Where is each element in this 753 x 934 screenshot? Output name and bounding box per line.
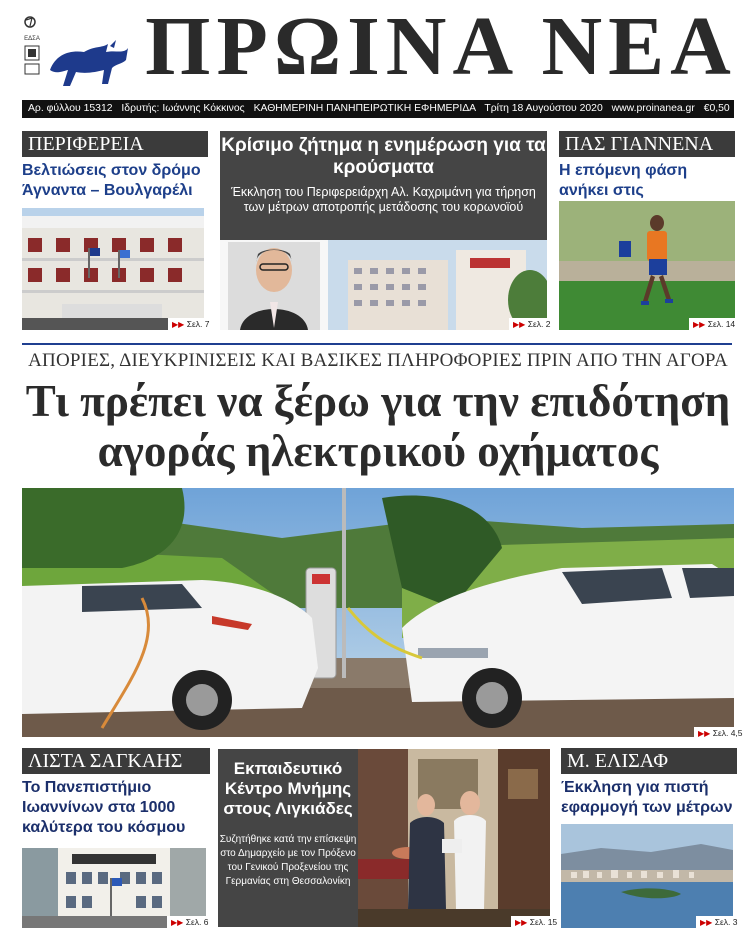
arrow-icon: ▶▶ <box>700 918 713 927</box>
arrow-icon: ▶▶ <box>693 320 706 329</box>
website-link[interactable]: www.proinanea.gr <box>611 103 695 114</box>
divider <box>22 343 732 345</box>
founder: Ιδρυτής: Ιωάννης Κόκκινος <box>121 103 245 114</box>
main-headline-line-1: Τι πρέπει να ξέρω για την επιδότηση <box>25 376 731 426</box>
bull-logo-icon <box>46 40 132 90</box>
main-story-headline[interactable] <box>22 376 734 476</box>
page-reference: ▶▶ Σελ. 15 <box>511 916 561 929</box>
page-reference: ▶▶ Σελ. 4,5 <box>694 727 747 740</box>
covid-story-photos <box>220 240 547 330</box>
page-reference: ▶▶ Σελ. 6 <box>167 916 212 929</box>
football-player-photo <box>559 201 735 330</box>
page-reference: ▶▶ Σελ. 2 <box>509 318 554 331</box>
section-label-sports: ΠΑΣ ΓΙΑΝΝΕΝΑ <box>559 131 735 157</box>
arrow-icon: ▶▶ <box>513 320 526 329</box>
story-headline-road[interactable]: Βελτιώσεις στον δρόμο Άγναντα – Βουλγαρέλι <box>22 162 201 199</box>
arrow-icon: ▶▶ <box>172 320 185 329</box>
meeting-photo <box>358 749 550 927</box>
section-label-region: ΠΕΡΙΦΕΡΕΙΑ <box>22 131 208 157</box>
issue-number: Αρ. φύλλου 15312 <box>28 103 113 114</box>
story-headline-memory-center[interactable]: Εκπαιδευτικό Κέντρο Μνήμης στους Λιγκιάδες <box>223 759 353 818</box>
issue-info-bar <box>22 100 734 118</box>
main-headline-line-2: αγοράς ηλεκτρικού οχήματος <box>97 426 659 476</box>
page-reference: ▶▶ Σελ. 14 <box>689 318 739 331</box>
publisher-badge <box>22 14 42 80</box>
arrow-icon: ▶▶ <box>171 918 184 927</box>
story-headline-covid[interactable]: Κρίσιμο ζήτημα η ενημέρωση για τα κρούσματα <box>221 135 546 178</box>
newspaper-title: ΠΡΩΙΝΑ ΝΕΑ <box>145 0 737 93</box>
arrow-icon: ▶▶ <box>515 918 528 927</box>
lake-city-photo <box>561 824 733 928</box>
issue-date: Τρίτη 18 Αυγούστου 2020 <box>484 103 603 114</box>
story-subhead-memory-center: Συζητήθηκε κατά την επίσκεψη στο Δημαρχείο με τον Πρόξενο του Γενικού Προξενείου της Γερμανίας στη Θεσσαλονίκη <box>219 834 357 887</box>
arrow-icon: ▶▶ <box>698 729 711 738</box>
story-headline-pas[interactable]: Η επόμενη φάση ανήκει στις <box>559 162 688 199</box>
section-label-ranking: ΛΙΣΤΑ ΣΑΓΚΑΗΣ <box>22 748 210 774</box>
badge-text: ΕΔΣΑ <box>24 36 40 42</box>
story-headline-measures[interactable]: Έκκληση για πιστή εφαρμογή των μέτρων <box>561 779 733 816</box>
building-photo <box>22 208 204 330</box>
memory-center-box <box>218 749 358 927</box>
story-headline-university[interactable]: Το Πανεπιστήμιο Ιωαννίνων στα 1000 καλύτερα του κόσμου <box>22 779 186 836</box>
newspaper-type: ΚΑΘΗΜΕΡΙΝΗ ΠΑΝΗΠΕΙΡΩΤΙΚΗ ΕΦΗΜΕΡΙΔΑ <box>253 103 476 114</box>
main-story-kicker: ΑΠΟΡΙΕΣ, ΔΙΕΥΚΡΙΝΙΣΕΙΣ ΚΑΙ ΒΑΣΙΚΕΣ ΠΛΗΡΟΦΟΡΙΕΣ ΠΡΙΝ ΑΠΟ ΤΗΝ ΑΓΟΡΑ <box>28 350 728 371</box>
page-reference: ▶▶ Σελ. 3 <box>696 916 741 929</box>
price: €0,50 <box>703 103 730 114</box>
story-subhead-covid: Έκκληση του Περιφερειάρχη Αλ. Καχριμάνη για τήρηση των μέτρων αποτροπής μετάδοσης του κορωνοϊού <box>231 185 536 214</box>
section-label-elisaf: Μ. ΕΛΙΣΑΦ <box>561 748 737 774</box>
page-reference: ▶▶ Σελ. 7 <box>168 318 213 331</box>
electric-cars-photo <box>22 488 734 737</box>
featured-story-box <box>220 131 547 240</box>
